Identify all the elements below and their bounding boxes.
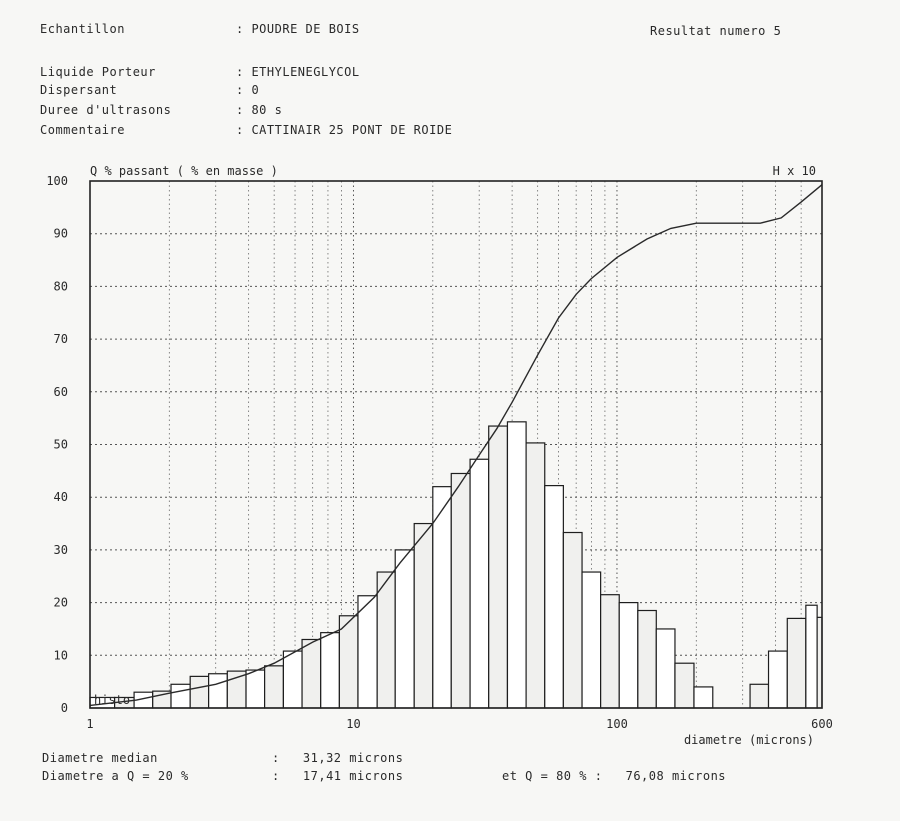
liquid-label: Liquide Porteur (40, 65, 156, 79)
histogram-bar (395, 550, 414, 708)
histogram-bar (358, 596, 377, 708)
histogram-bar (470, 459, 489, 708)
y-tick-label: 30 (53, 542, 68, 557)
histogram-bar (414, 524, 433, 708)
comment-label: Commentaire (40, 123, 125, 137)
histogram-bar (227, 671, 246, 708)
histogram-bar (451, 473, 470, 708)
histogram-bar (787, 618, 806, 708)
histogram-bar (209, 674, 228, 708)
ultrasound-label: Duree d'ultrasons (40, 103, 172, 117)
histogram-bar (171, 684, 190, 708)
histogram-bar (694, 687, 713, 708)
y-tick-label: 10 (53, 648, 68, 663)
y-tick-label: 50 (53, 437, 68, 452)
histogram-bar (601, 595, 620, 708)
histogram-bar (638, 611, 656, 708)
histogram-bar (750, 684, 768, 708)
histogram-bar (283, 651, 302, 708)
d20-label: Diametre a Q = 20 % (42, 769, 189, 783)
comment-value: : CATTINAIR 25 PONT DE ROIDE (236, 123, 453, 137)
dispersant-value: : 0 (236, 83, 260, 97)
x-tick-label: 1 (86, 717, 94, 731)
histogram-bar (339, 616, 358, 708)
histogram-bar (265, 666, 284, 708)
histogram-bar (377, 572, 395, 708)
result-number: Resultat numero 5 (650, 24, 782, 38)
y-tick-label: 80 (53, 279, 68, 294)
histogram-bar (582, 572, 601, 708)
x-tick-label: 10 (346, 717, 361, 731)
histogram-bar (302, 639, 321, 708)
x-axis-label: diametre (microns) (683, 733, 814, 747)
median-value: : 31,32 microns (272, 751, 404, 765)
histogram-bar (806, 605, 817, 708)
y-tick-label: 40 (53, 490, 68, 505)
y-tick-label: 90 (53, 226, 68, 241)
histogram-label: H x 10 (772, 164, 816, 178)
histogram-bar (489, 426, 508, 708)
y-axis-label: Q % passant ( % en masse ) (90, 164, 278, 178)
histogram-bar (321, 633, 340, 708)
ultrasound-value: : 80 s (236, 103, 283, 117)
median-label: Diametre median (42, 751, 158, 765)
liquid-value: : ETHYLENEGLYCOL (236, 65, 360, 79)
histogram-bar (190, 676, 208, 708)
histogram-bar (675, 663, 694, 708)
y-tick-label: 70 (53, 332, 68, 347)
y-tick-label: 20 (53, 595, 68, 610)
histogram-bar (246, 670, 265, 708)
histogram-bar (563, 533, 582, 708)
dispersant-label: Dispersant (40, 83, 118, 97)
y-tick-label: 60 (53, 384, 68, 399)
y-tick-label: 0 (60, 701, 68, 715)
histogram-bar (656, 629, 675, 708)
y-tick-label: 100 (46, 174, 68, 188)
sample-label: Echantillon (40, 22, 125, 36)
histogram-corner-label: histo (94, 693, 131, 707)
histogram-bar (619, 603, 638, 708)
d20-value: : 17,41 microns (272, 769, 404, 783)
sample-value: : POUDRE DE BOIS (236, 22, 360, 36)
x-tick-label: 100 (606, 717, 628, 731)
histogram-bar (507, 422, 526, 708)
histogram-bar (769, 651, 788, 708)
histogram-bar (545, 486, 564, 708)
x-tick-label: 600 (811, 717, 833, 731)
d80-text: et Q = 80 % : 76,08 microns (502, 769, 727, 783)
histogram-bar (526, 443, 545, 708)
